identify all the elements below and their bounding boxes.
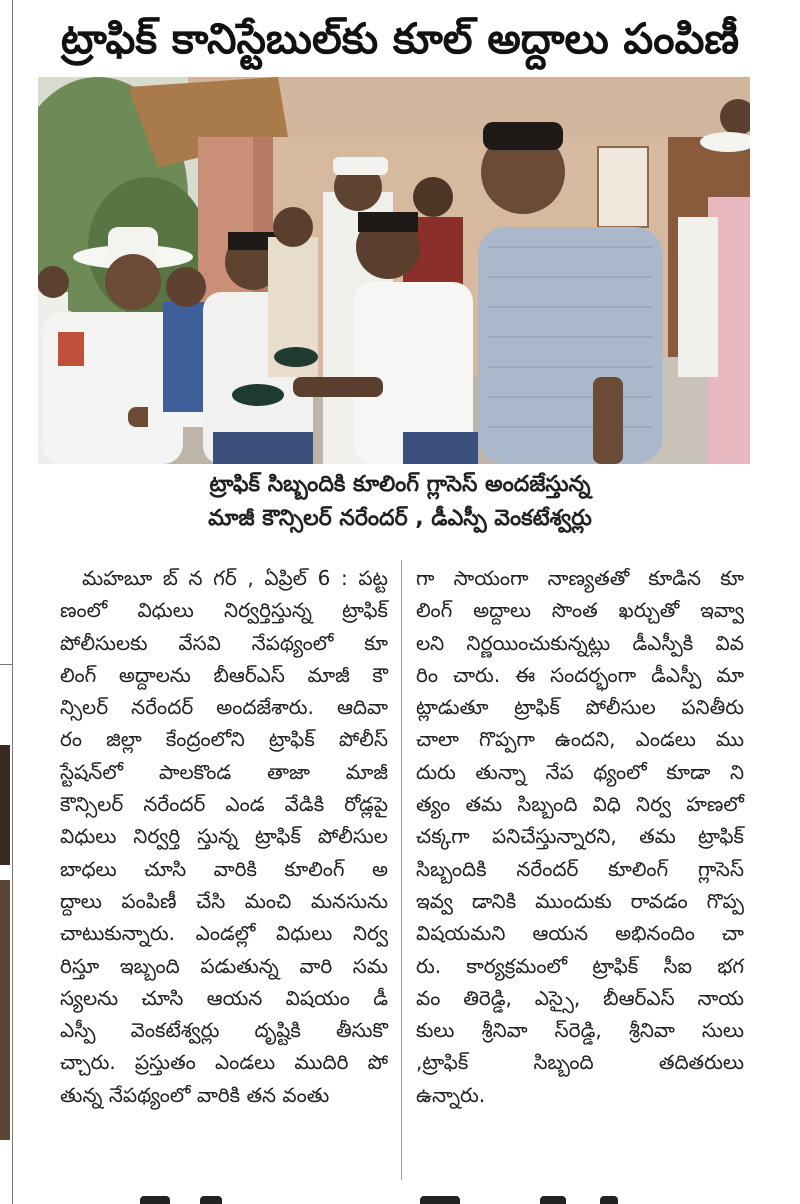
- article-line: చాలా గొప్పగా ఉందని, ఎండలు ము: [416, 727, 744, 752]
- article-line: ,ట్రాఫిక్ సిబ్బంది తదితరులు: [416, 1050, 744, 1075]
- caption-line: ట్రాఫిక్ సిబ్బందికి కూలింగ్ గ్లాసెస్ అందజేస్తున్న: [209, 472, 591, 497]
- article-line: ద్దాలు పంపిణీ చేసి మంచి మనసును: [60, 888, 388, 913]
- article-line: సిబ్బందికి నరేందర్ కూలింగ్ గ్లాసెస్: [416, 856, 744, 881]
- column-divider: [401, 560, 402, 1180]
- headline: ట్రాఫిక్ కానిస్టేబుల్‌కు కూల్ అద్దాలు పంపిణీ: [60, 14, 740, 63]
- article-line: చాటుకున్నారు. ఎండల్లో విధులు నిర్వ: [60, 921, 388, 946]
- article-line: రం జిల్లా కేంద్రంలోని ట్రాఫిక్ పోలీస్: [60, 727, 388, 752]
- article-line: విధులు నిర్వర్తి స్తున్న ట్రాఫిక్ పోలీసుల: [60, 824, 388, 849]
- article-line: లింగ్ అద్దాలను బీఆర్ఎస్ మాజీ కౌ: [60, 662, 388, 687]
- caption-line: మాజీ కౌన్సిలర్ నరేందర్ , డీఎస్పీ వెంకటేశ్వర్లు: [208, 506, 592, 531]
- article-line: దురు తున్నా నేప థ్యంలో కూడా ని: [416, 759, 744, 784]
- article-line: ఉన్నారు.: [416, 1082, 486, 1107]
- news-photo: [38, 77, 750, 464]
- adjacent-photo-edge: [0, 880, 10, 1140]
- photo-caption: [40, 468, 760, 536]
- article-line: చ్చారు. ప్రస్తుతం ఎండలు ముదిరి పో: [60, 1050, 388, 1075]
- article-line: కౌన్సిలర్ నరేందర్ ఎండ వేడికి రోడ్లపై: [60, 792, 388, 817]
- article-line: పోలీసులకు వేసవి నేపథ్యంలో కూ: [60, 630, 388, 655]
- article-line: గా సాయంగా నాణ్యతతో కూడిన కూ: [416, 566, 744, 590]
- column-divider-tick: [0, 664, 12, 665]
- adjacent-photo-edge: [0, 745, 10, 865]
- article-line: లని నిర్ణయించుకున్నట్లు డీఎస్పీకి వివ: [416, 630, 744, 655]
- article-line: ఇవ్వ డానికి ముందుకు రావడం గొప్ప: [416, 888, 744, 913]
- article-line: తున్న నేపథ్యంలో వారికి తన వంతు: [60, 1082, 330, 1107]
- article-line: ణంలో విధులు నిర్వర్తిస్తున్న ట్రాఫిక్: [60, 598, 388, 623]
- next-headline-fragment: [120, 1192, 680, 1204]
- article-line: రు. కార్యక్రమంలో ట్రాఫిక్ సీఐ భగ: [416, 953, 744, 978]
- article-line: మహబూ బ్ న గర్ , ఏప్రిల్ 6 : పట్ట: [82, 566, 388, 590]
- article-column-right: [416, 562, 744, 1111]
- article-line: లింగ్ అద్దాలు సొంత ఖర్చుతో ఇవ్వా: [416, 598, 744, 623]
- article-line: కులు శ్రీనివా స్‌రెడ్డి, శ్రీనివా సులు: [416, 1018, 744, 1043]
- column-divider-left: [12, 0, 13, 1204]
- article-line: ట్లాడుతూ ట్రాఫిక్ పోలీసుల పనితీరు: [416, 695, 744, 720]
- article-line: రిం చారు. ఈ సందర్భంగా డీఎస్పీ మా: [416, 662, 744, 687]
- article-line: త్యం తమ సిబ్బంది విధి నిర్వ హణలో: [416, 792, 744, 817]
- article-line: స్యలను చూసి ఆయన విషయం డీ: [60, 985, 388, 1010]
- article-line: ఎస్పీ వెంకటేశ్వర్లు దృష్టికి తీసుకొ: [60, 1018, 388, 1043]
- article-line: బాధలు చూసి వారికి కూలింగ్ అ: [60, 856, 388, 881]
- article-line: చక్కగా పనిచేస్తున్నారని, తమ ట్రాఫిక్: [416, 824, 744, 849]
- article-column-left: [60, 562, 388, 1111]
- article-line: న్సిలర్ నరేందర్ అందజేశారు. ఆదివా: [60, 695, 388, 720]
- article-line: విషయమని ఆయన అభినందిం చా: [416, 921, 744, 946]
- article-line: స్టేషన్‌లో పాలకొండ తాజా మాజీ: [60, 759, 388, 784]
- article-line: రిస్తూ ఇబ్బంది పడుతున్న వారి సమ: [60, 953, 388, 978]
- article-line: వం తిరెడ్డి, ఎస్సై, బీఆర్ఎస్ నాయ: [416, 985, 744, 1010]
